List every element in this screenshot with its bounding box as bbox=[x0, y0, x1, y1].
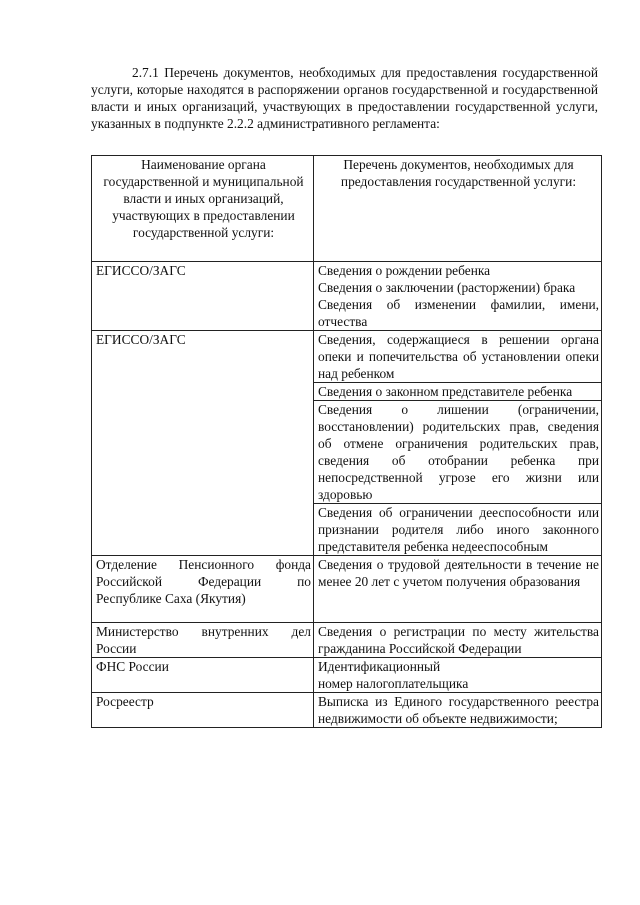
header-documents: Перечень документов, необходимых для предоставления государственной услуги: bbox=[314, 156, 602, 262]
organ-cell: ЕГИССО/ЗАГС bbox=[92, 331, 314, 556]
document-item: номер налогоплательщика bbox=[318, 676, 469, 691]
organ-cell: Отделение Пенсионного фонда Российской Федерации по Республике Саха (Якутия) bbox=[92, 556, 314, 623]
document-item: Сведения о рождении ребенка bbox=[318, 263, 491, 278]
documents-cell bbox=[314, 262, 602, 331]
table-row bbox=[92, 331, 602, 383]
document-item: Сведения об изменении фамилии, имени, отчества bbox=[318, 297, 599, 329]
intro-paragraph bbox=[91, 64, 598, 132]
intro-text: 2.7.1 Перечень документов, необходимых для предоставления государственной услуги, которые находятся в распоряжении органов государственной и государственной власти и иных организаций, участвующих в предоставлении государственной услуги, указанных в подпункте 2.2.2 административного регламента: bbox=[91, 65, 598, 131]
document-item: Сведения, содержащиеся в решении органа опеки и попечительства об установлении опеки над ребенком bbox=[314, 331, 602, 383]
documents-table bbox=[91, 155, 602, 728]
document-item: Сведения об ограничении дееспособности или признании родителя либо иного законного представителя ребенка недееспособным bbox=[314, 504, 602, 556]
organ-cell: ЕГИССО/ЗАГС bbox=[92, 262, 314, 331]
document-item: Сведения о законном представителе ребенка bbox=[314, 383, 602, 401]
organ-cell: Министерство внутренних дел России bbox=[92, 623, 314, 658]
document-item: Идентификационный bbox=[318, 659, 441, 674]
table-row bbox=[92, 623, 602, 658]
organ-cell: Росреестр bbox=[92, 693, 314, 728]
document-item: Выписка из Единого государственного реестра недвижимости об объекте недвижимости; bbox=[314, 693, 602, 728]
document-item: Сведения о регистрации по месту жительства гражданина Российской Федерации bbox=[314, 623, 602, 658]
header-organ: Наименование органа государственной и муниципальной власти и иных организаций, участвующих в предоставлении государственной услуги: bbox=[92, 156, 314, 262]
table-row bbox=[92, 262, 602, 331]
table-row bbox=[92, 693, 602, 728]
document-item: Сведения о трудовой деятельности в течение не менее 20 лет с учетом получения образования bbox=[314, 556, 602, 623]
table-header-row bbox=[92, 156, 602, 262]
document-item: Сведения о лишении (ограничении, восстановлении) родительских прав, сведения об отмене ограничения родительских прав, сведения об отобрании ребенка при непосредственной угрозе его жизни или здоровью bbox=[314, 401, 602, 504]
table-row bbox=[92, 658, 602, 693]
table-row bbox=[92, 556, 602, 623]
documents-cell bbox=[314, 658, 602, 693]
organ-cell: ФНС России bbox=[92, 658, 314, 693]
document-item: Сведения о заключении (расторжении) брака bbox=[318, 280, 576, 295]
